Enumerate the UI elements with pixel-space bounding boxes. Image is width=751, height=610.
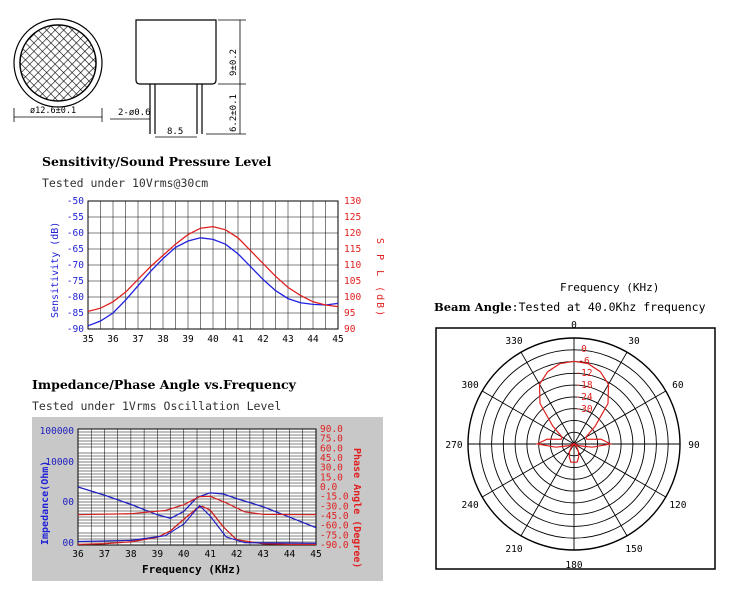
polar-angle-label: 210 bbox=[505, 543, 523, 555]
polar-angle-label: 60 bbox=[672, 380, 684, 391]
sensitivity-right-tick: 110 bbox=[344, 260, 362, 271]
impedance-x-tick: 45 bbox=[310, 549, 322, 560]
sensitivity-x-tick: 43 bbox=[282, 334, 294, 345]
impedance-xlabel: Frequency (KHz) bbox=[142, 563, 242, 576]
impedance-x-tick: 37 bbox=[98, 549, 111, 560]
sensitivity-chart bbox=[42, 154, 385, 345]
sensitivity-right-tick: 105 bbox=[344, 276, 362, 287]
sensitivity-x-tick: 38 bbox=[157, 334, 169, 345]
beam-frequency-label: Frequency (KHz) bbox=[560, 281, 660, 294]
impedance-x-tick: 36 bbox=[72, 549, 84, 560]
polar-db-label: -30 bbox=[575, 404, 593, 415]
sensitivity-right-ylabel: S P L (dB) bbox=[374, 238, 385, 319]
sensitivity-left-tick: -50 bbox=[66, 196, 84, 207]
impedance-right-tick: -90.0 bbox=[320, 540, 349, 551]
transducer-mesh bbox=[20, 25, 96, 101]
impedance-right-tick: 60.0 bbox=[320, 443, 343, 455]
beam-title-bold: Beam Angle bbox=[434, 300, 512, 314]
sensitivity-x-tick: 42 bbox=[257, 334, 269, 345]
impedance-x-tick: 44 bbox=[283, 549, 296, 560]
polar-db-label: -6 bbox=[578, 356, 590, 367]
sensitivity-x-tick: 45 bbox=[332, 334, 344, 345]
sensitivity-chart-title: Sensitivity/Sound Pressure Level bbox=[42, 154, 272, 169]
polar-angle-label: 330 bbox=[505, 336, 523, 348]
sensitivity-x-tick: 44 bbox=[307, 334, 319, 345]
sensitivity-x-tick: 35 bbox=[82, 334, 94, 345]
dim-diameter: ø12.6±0.1 bbox=[30, 106, 77, 116]
impedance-left-tick: 00 bbox=[62, 538, 74, 549]
sensitivity-left-tick: -75 bbox=[66, 276, 84, 287]
polar-db-label: 0 bbox=[581, 344, 587, 355]
beam-chart-title bbox=[434, 300, 706, 314]
dim-pin-length: 6.2±0.1 bbox=[229, 94, 239, 132]
sensitivity-left-tick: -65 bbox=[66, 244, 84, 255]
impedance-chart-subtitle: Tested under 1Vrms Oscillation Level bbox=[32, 399, 282, 413]
impedance-right-tick: 75.0 bbox=[320, 433, 343, 445]
impedance-x-tick: 42 bbox=[230, 549, 243, 560]
sensitivity-left-tick: -85 bbox=[66, 308, 84, 319]
impedance-left-tick: 100000 bbox=[39, 426, 74, 437]
polar-angle-label: 120 bbox=[669, 500, 687, 511]
sensitivity-left-ylabel: Sensitivity (dB) bbox=[50, 221, 61, 318]
impedance-chart bbox=[32, 377, 383, 581]
sensitivity-x-tick: 36 bbox=[107, 334, 119, 345]
polar-angle-label: 30 bbox=[628, 336, 640, 348]
polar-angle-label: 240 bbox=[461, 500, 479, 511]
polar-angle-label: 270 bbox=[445, 440, 463, 451]
impedance-right-tick: -15.0 bbox=[320, 491, 349, 503]
impedance-right-tick: 15.0 bbox=[320, 472, 343, 484]
beam-angle-chart bbox=[434, 281, 715, 571]
sensitivity-left-tick: -80 bbox=[66, 292, 84, 303]
impedance-right-tick: 0.0 bbox=[320, 482, 338, 493]
impedance-x-tick: 40 bbox=[178, 549, 190, 560]
impedance-x-tick: 41 bbox=[204, 549, 216, 560]
impedance-right-tick: 30.0 bbox=[320, 462, 343, 474]
dim-pin-diameter: 2-ø0.6 bbox=[118, 108, 151, 118]
impedance-right-ylabel: Phase Angle (Degree) bbox=[351, 448, 362, 569]
sensitivity-right-tick: 90 bbox=[344, 324, 356, 335]
impedance-left-tick: 10000 bbox=[45, 457, 74, 468]
impedance-left-ylabel: Impedance(Ohm) bbox=[40, 460, 51, 545]
sensitivity-right-tick: 125 bbox=[344, 212, 362, 223]
impedance-left-tick: 00 bbox=[62, 497, 74, 508]
sensitivity-grid bbox=[88, 201, 338, 329]
sensitivity-right-tick: 100 bbox=[344, 292, 362, 303]
sensitivity-left-tick: -90 bbox=[66, 324, 84, 335]
sensitivity-x-tick: 39 bbox=[182, 334, 194, 345]
impedance-chart-title: Impedance/Phase Angle vs.Frequency bbox=[32, 377, 296, 392]
sensitivity-right-tick: 130 bbox=[344, 196, 362, 207]
polar-angle-label: 0 bbox=[571, 320, 577, 331]
impedance-x-tick: 43 bbox=[257, 549, 269, 560]
impedance-right-tick: 90.0 bbox=[320, 424, 343, 435]
polar-db-label: -18 bbox=[575, 380, 593, 391]
sensitivity-right-tick: 115 bbox=[344, 244, 362, 255]
beam-chart-frame bbox=[436, 328, 715, 569]
sensitivity-x-tick: 37 bbox=[132, 334, 144, 345]
sensitivity-chart-subtitle: Tested under 10Vrms@30cm bbox=[42, 176, 209, 190]
impedance-right-tick: -45.0 bbox=[320, 511, 349, 522]
impedance-x-tick: 39 bbox=[151, 549, 164, 560]
sensitivity-left-tick: -70 bbox=[66, 260, 84, 271]
sensitivity-left-tick: -60 bbox=[66, 228, 84, 239]
polar-db-label: -12 bbox=[575, 368, 593, 379]
impedance-right-tick: -30.0 bbox=[320, 501, 349, 513]
polar-angle-label: 90 bbox=[688, 440, 700, 451]
sensitivity-x-tick: 41 bbox=[232, 334, 244, 345]
impedance-x-tick: 38 bbox=[125, 549, 137, 560]
mechanical-drawing bbox=[14, 19, 246, 137]
polar-angle-label: 180 bbox=[565, 560, 583, 571]
dim-height: 9±0.2 bbox=[229, 48, 239, 76]
dim-pitch: 8.5 bbox=[167, 127, 184, 137]
polar-db-label: -24 bbox=[575, 392, 593, 403]
transducer-side-view bbox=[136, 20, 216, 84]
impedance-right-tick: -75.0 bbox=[320, 530, 349, 542]
polar-angle-label: 150 bbox=[625, 543, 643, 555]
sensitivity-left-tick: -55 bbox=[66, 212, 84, 223]
impedance-right-tick: 45.0 bbox=[320, 453, 343, 464]
polar-angle-label: 300 bbox=[461, 380, 479, 391]
impedance-grid bbox=[78, 429, 316, 545]
beam-title-rest: :Tested at 40.0Khz frequency bbox=[511, 300, 706, 314]
sensitivity-x-tick: 40 bbox=[207, 334, 219, 345]
sensitivity-right-tick: 120 bbox=[344, 228, 362, 239]
sensitivity-right-tick: 95 bbox=[344, 308, 356, 319]
impedance-right-tick: -60.0 bbox=[320, 520, 349, 532]
